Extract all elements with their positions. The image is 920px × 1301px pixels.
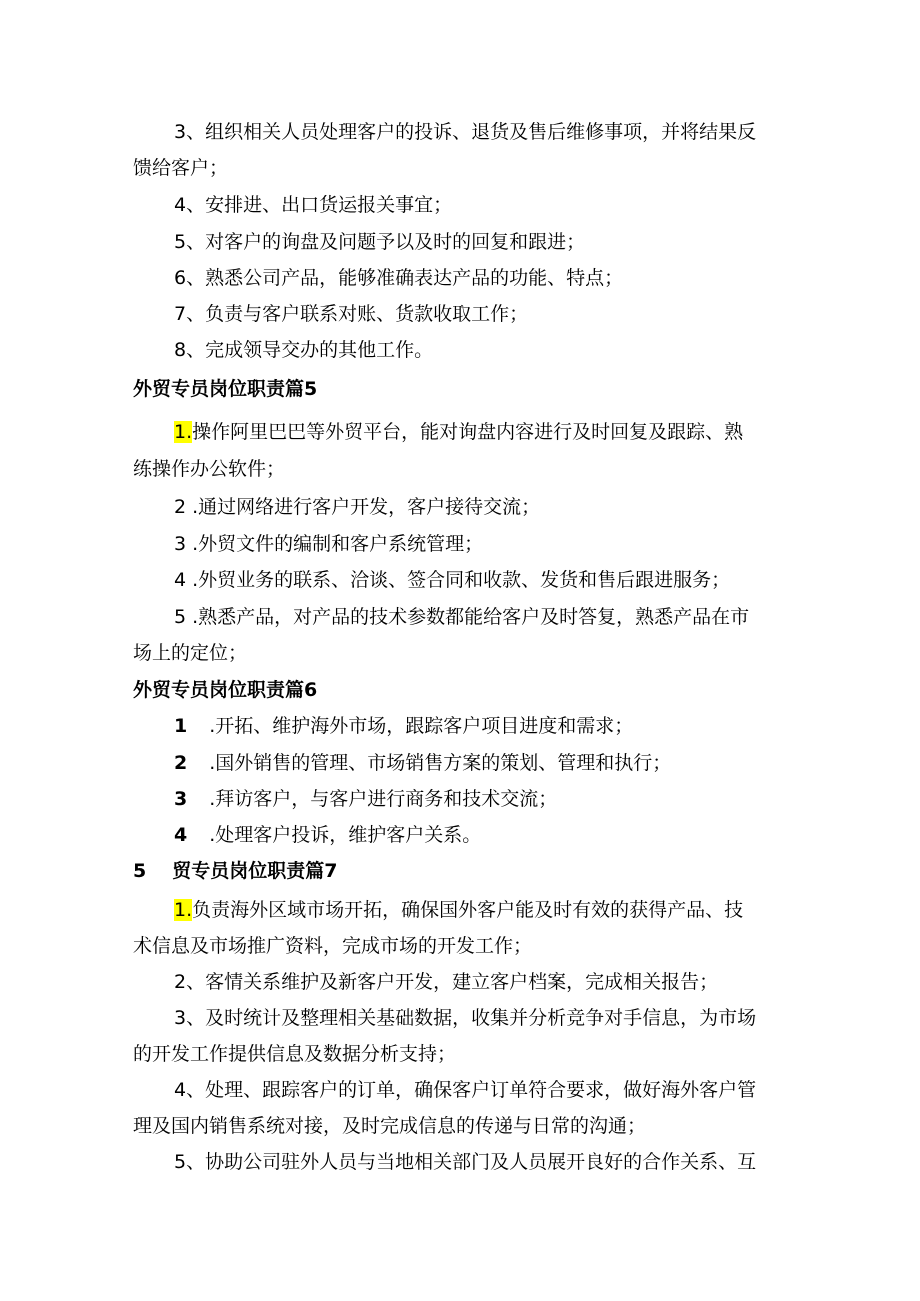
sec4-item7: 7、负责与客户联系对账、货款收取工作； xyxy=(174,303,529,325)
sec4-item3-line2: 馈给客户； xyxy=(133,157,229,179)
sec5-item5-line2: 场上的定位； xyxy=(133,642,248,664)
sec4-item8: 8、完成领导交办的其他工作。 xyxy=(174,339,434,361)
sec7-item1-text: 负责海外区域市场开拓，确保国外客户能及时有效的获得产品、技 xyxy=(192,899,744,921)
sec5-item5-line1: 5 .熟悉产品，对产品的技术参数都能给客户及时答复，熟悉产品在市 xyxy=(174,606,750,628)
sec5-item1-line1 xyxy=(174,419,920,445)
sec7-item3-line1: 3、及时统计及整理相关基础数据，收集并分析竞争对手信息，为市场 xyxy=(174,1007,757,1029)
sec7-heading-text: 贸专员岗位职责篇7 xyxy=(172,860,338,882)
sec5-item1-number: 1. xyxy=(174,421,193,443)
sec4-item4: 4、安排进、出口货运报关事宜； xyxy=(174,194,453,216)
sec7-item1-number: 1. xyxy=(174,899,193,921)
sec5-item2: 2 .通过网络进行客户开发，客户接待交流； xyxy=(174,496,541,518)
sec4-item3-line1: 3、组织相关人员处理客户的投诉、退货及售后维修事项，并将结果反 xyxy=(174,121,757,143)
sec6-item-2 xyxy=(174,750,920,776)
sec6-item-text: .拜访客户，与客户进行商务和技术交流； xyxy=(209,788,558,810)
sec7-item4-line1: 4、处理、跟踪客户的订单，确保客户订单符合要求，做好海外客户管 xyxy=(174,1079,757,1101)
sec6-item-text: .处理客户投诉，维护客户关系。 xyxy=(209,824,482,846)
sec6-item-number: 2 xyxy=(174,752,188,774)
sec6-item-number: 1 xyxy=(174,715,188,737)
sec7-heading xyxy=(133,858,920,884)
sec7-item2: 2、客情关系维护及新客户开发，建立客户档案，完成相关报告； xyxy=(174,971,719,993)
sec6-item-3 xyxy=(174,786,920,812)
sec7-item5-line1: 5、协助公司驻外人员与当地相关部门及人员展开良好的合作关系、互 xyxy=(174,1151,757,1173)
sec6-heading: 外贸专员岗位职责篇6 xyxy=(133,679,318,701)
sec7-item1-line2: 术信息及市场推广资料，完成市场的开发工作； xyxy=(133,935,533,957)
sec5-item1-line2: 练操作办公软件； xyxy=(133,458,286,480)
sec4-item6: 6、熟悉公司产品，能够准确表达产品的功能、特点； xyxy=(174,267,624,289)
sec5-item3: 3 .外贸文件的编制和客户系统管理； xyxy=(174,533,484,555)
sec7-item4-line2: 理及国内销售系统对接，及时完成信息的传递与日常的沟通； xyxy=(133,1115,647,1137)
sec5-item4: 4 .外贸业务的联系、洽谈、签合同和收款、发货和售后跟进服务； xyxy=(174,569,731,591)
sec6-item-4 xyxy=(174,822,920,848)
sec7-heading-number: 5 xyxy=(133,860,147,882)
sec4-item5: 5、对客户的询盘及问题予以及时的回复和跟进； xyxy=(174,231,586,253)
sec6-item-1 xyxy=(174,713,920,739)
sec6-item-number: 3 xyxy=(174,788,188,810)
sec5-heading: 外贸专员岗位职责篇5 xyxy=(133,378,318,400)
sec6-item-text: .开拓、维护海外市场，跟踪客户项目进度和需求； xyxy=(209,715,634,737)
sec6-item-number: 4 xyxy=(174,824,188,846)
sec7-item3-line2: 的开发工作提供信息及数据分析支持； xyxy=(133,1043,457,1065)
sec6-item-text: .国外销售的管理、市场销售方案的策划、管理和执行； xyxy=(209,752,672,774)
sec5-item1-text: 操作阿里巴巴等外贸平台，能对询盘内容进行及时回复及跟踪、熟 xyxy=(192,421,744,443)
sec7-item1-line1 xyxy=(174,897,920,923)
